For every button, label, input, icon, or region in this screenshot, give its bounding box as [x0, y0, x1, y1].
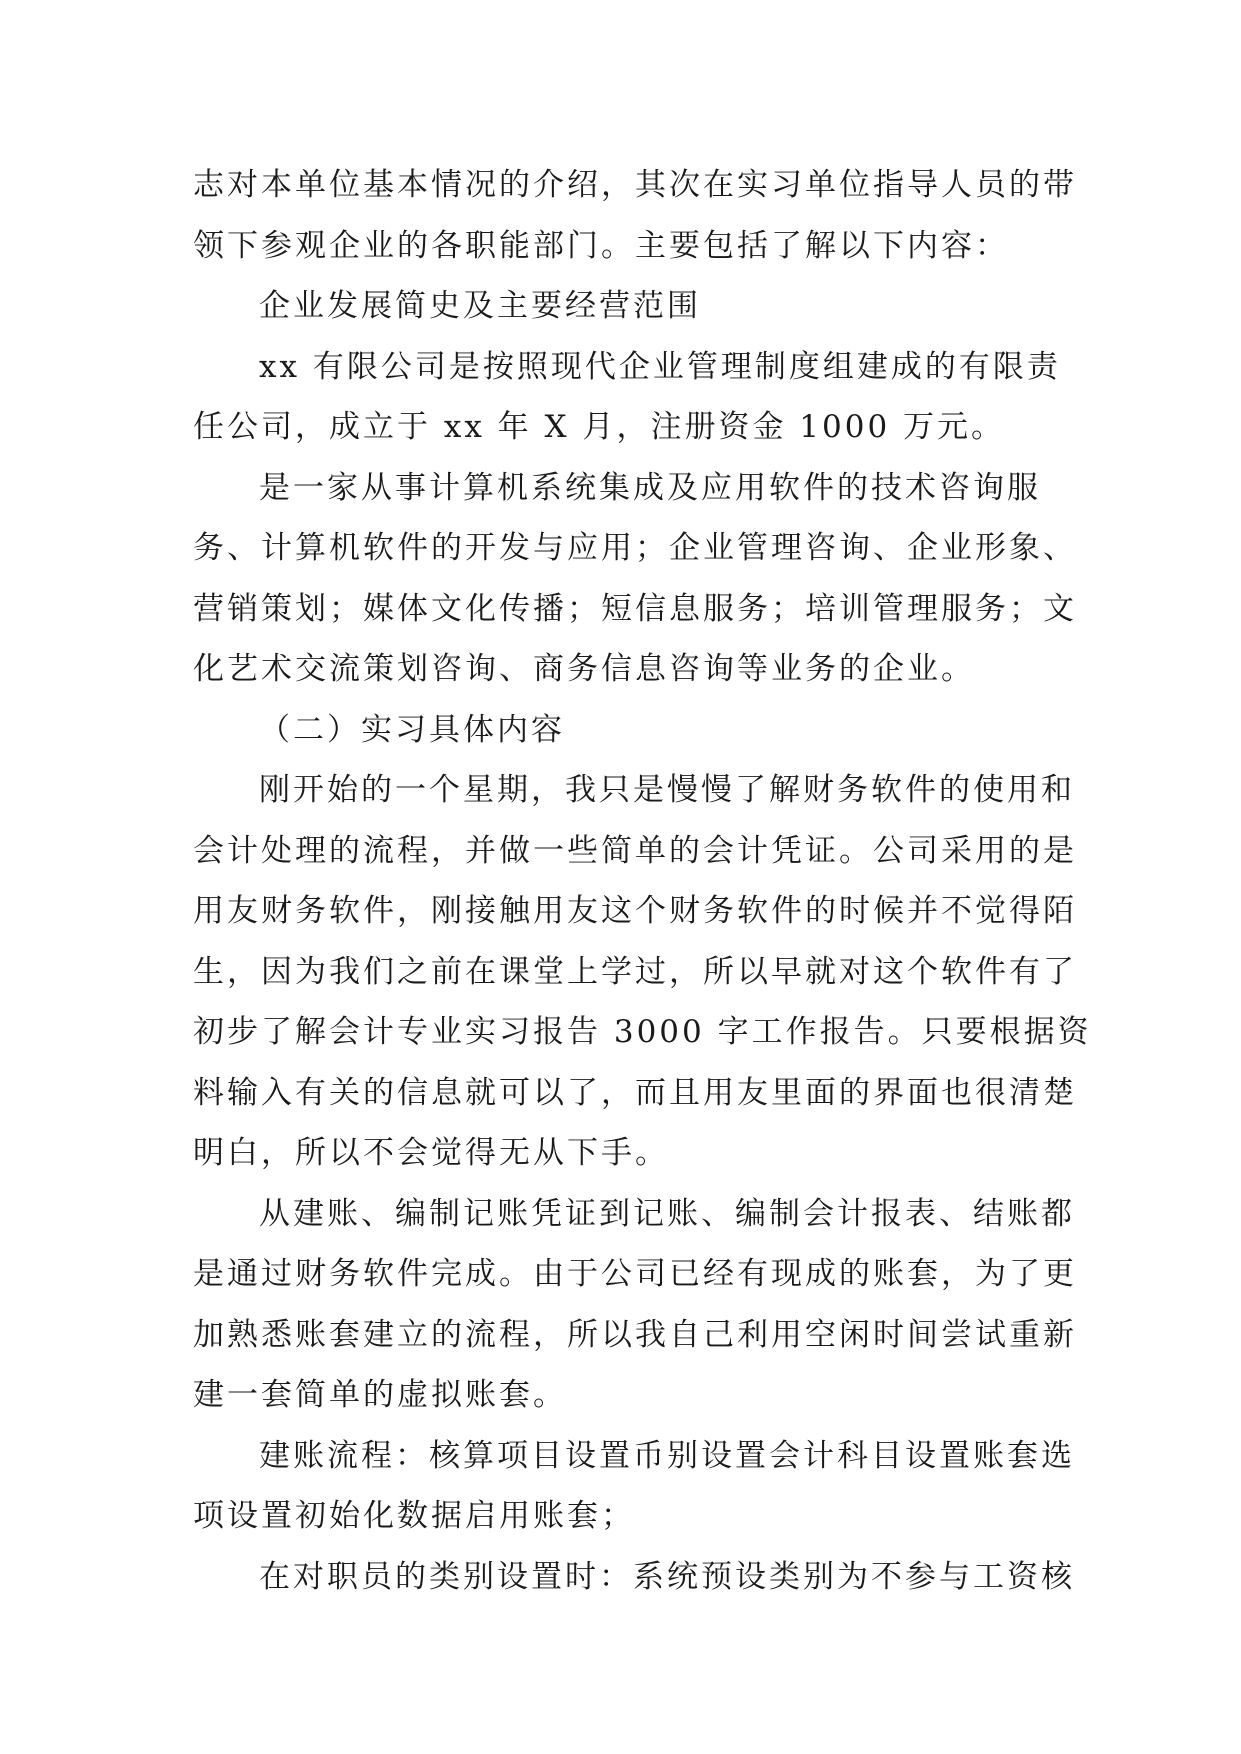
text-line: 是通过财务软件完成。由于公司已经有现成的账套，为了更	[193, 1256, 1077, 1292]
text-line: 项设置初始化数据启用账套；	[193, 1498, 635, 1534]
document-body	[193, 155, 1092, 1607]
text-line: 料输入有关的信息就可以了，而且用友里面的界面也很清楚	[193, 1074, 1077, 1111]
text-line: 从建账、编制记账凭证到记账、编制会计报表、结账都	[259, 1195, 1075, 1232]
paragraph	[193, 1184, 1077, 1426]
text-line: 刚开始的一个星期，我只是慢慢了解财务软件的使用和	[259, 772, 1075, 808]
text-line: （二）实习具体内容	[259, 711, 565, 748]
text-line: 初步了解会计专业实习报告 3000 字工作报告。只要根据资	[193, 1014, 1092, 1050]
text-line: 建一套简单的虚拟账套。	[193, 1377, 567, 1413]
paragraph	[193, 1426, 1073, 1547]
text-line: 化艺术交流策划咨询、商务信息咨询等业务的企业。	[193, 651, 975, 687]
paragraph	[193, 155, 1077, 276]
text-line: xx 有限公司是按照现代企业管理制度组建成的有限责	[259, 348, 1061, 385]
text-line: 生，因为我们之前在课堂上学过，所以早就对这个软件有了	[193, 953, 1077, 990]
text-line: 建账流程：核算项目设置币别设置会计科目设置账套选	[259, 1437, 1075, 1474]
text-line: 会计处理的流程，并做一些简单的会计凭证。公司采用的是	[193, 832, 1077, 869]
text-line: 加熟悉账套建立的流程，所以我自己利用空闲时间尝试重新	[193, 1316, 1077, 1353]
text-line: 务、计算机软件的开发与应用；企业管理咨询、企业形象、	[193, 530, 1077, 566]
text-line: 任公司，成立于 xx 年 X 月，注册资金 1000 万元。	[193, 409, 1006, 445]
paragraph	[193, 700, 1073, 761]
text-line: 明白，所以不会觉得无从下手。	[193, 1135, 669, 1171]
text-line: 是一家从事计算机系统集成及应用软件的技术咨询服	[259, 469, 1041, 506]
text-line: 领下参观企业的各职能部门。主要包括了解以下内容：	[193, 227, 1009, 264]
text-line: 用友财务软件，刚接触用友这个财务软件的时候并不觉得陌	[193, 893, 1077, 929]
paragraph	[193, 1547, 1073, 1608]
text-line: 在对职员的类别设置时：系统预设类别为不参与工资核	[259, 1558, 1075, 1595]
paragraph	[193, 276, 1073, 337]
paragraph	[193, 760, 1092, 1184]
paragraph	[193, 337, 1073, 458]
text-line: 企业发展简史及主要经营范围	[259, 288, 701, 324]
text-line: 营销策划；媒体文化传播；短信息服务；培训管理服务；文	[193, 590, 1077, 627]
text-line: 志对本单位基本情况的介绍，其次在实习单位指导人员的带	[193, 167, 1077, 203]
paragraph	[193, 458, 1077, 700]
